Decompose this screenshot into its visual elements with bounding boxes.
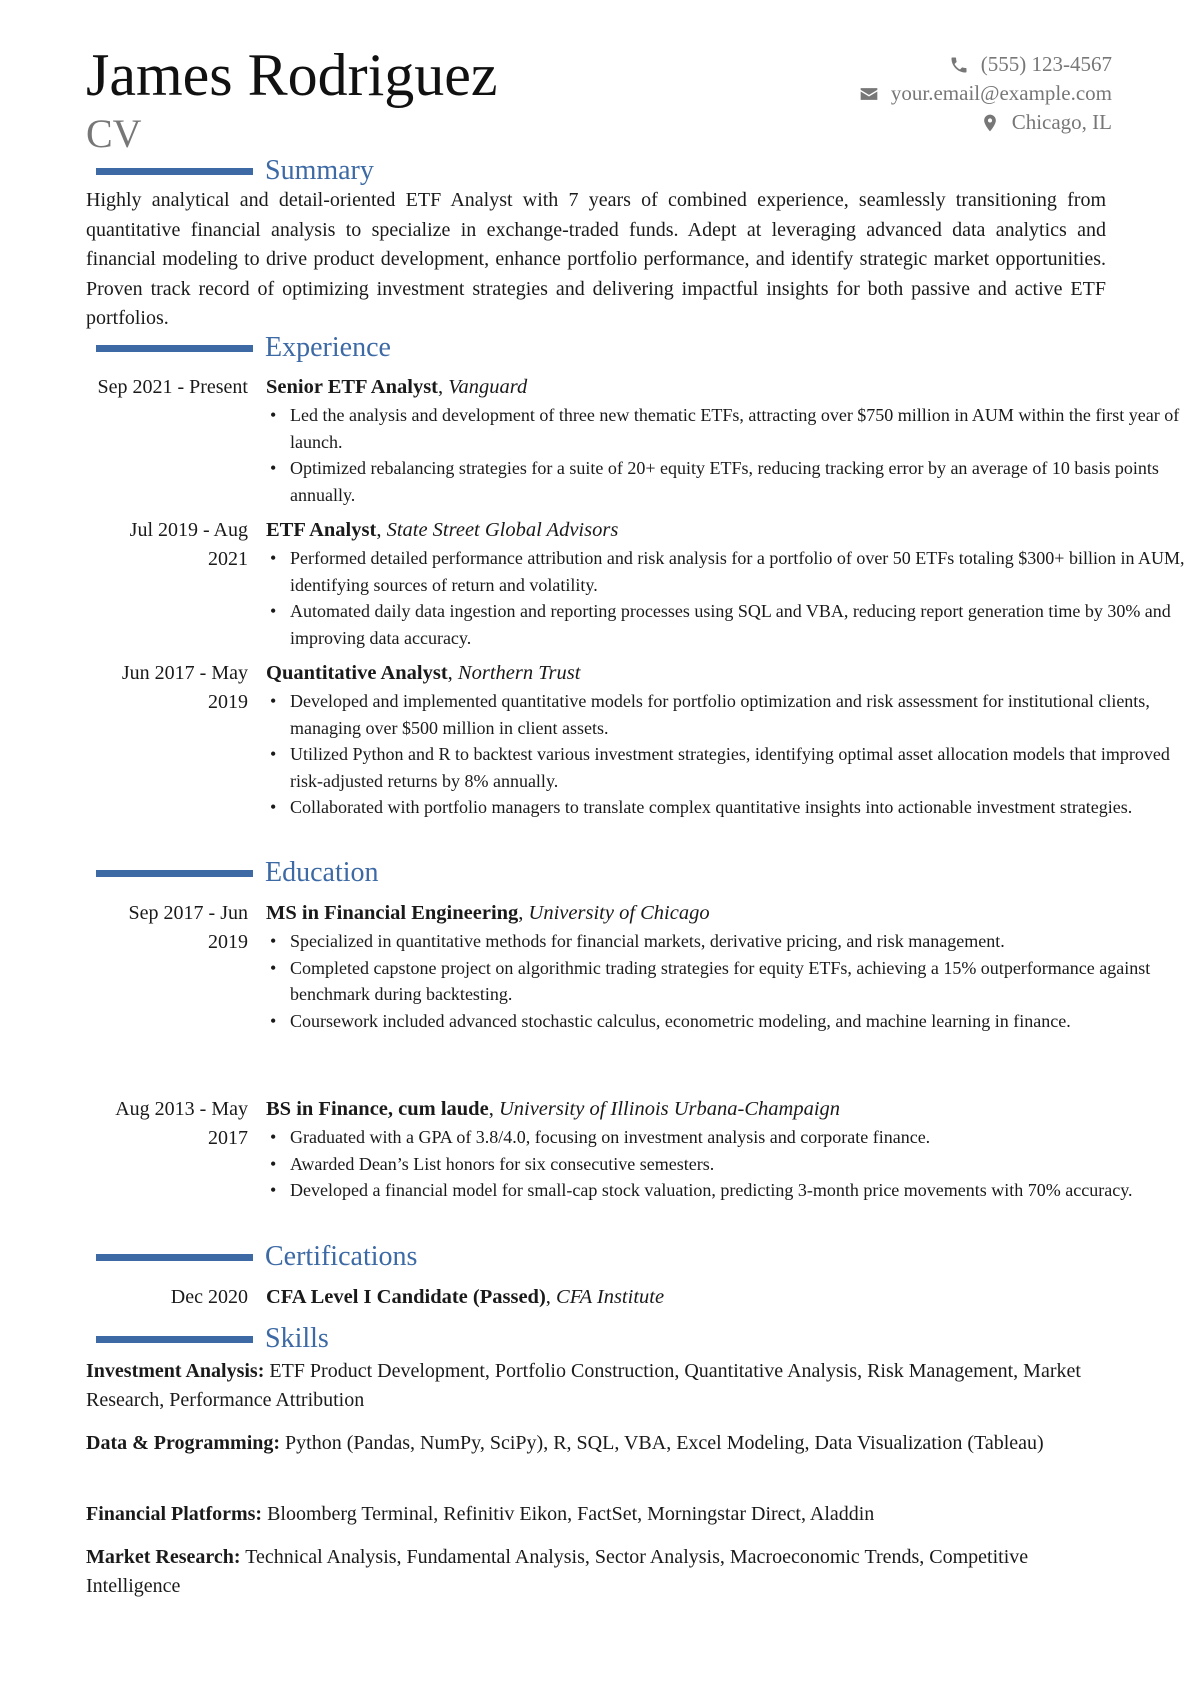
entry-bullet: • Coursework included advanced stochastic calculus, econometric modeling, and machine learning in finance. xyxy=(266,1008,1186,1035)
section-accent-bar xyxy=(96,1254,253,1261)
entry-bullet: • Utilized Python and R to backtest various investment strategies, identifying optimal asset allocation models that improved risk-adjusted returns by 8% annually. xyxy=(266,741,1186,794)
envelope-icon xyxy=(859,84,879,104)
entry-bullet: • Specialized in quantitative methods for financial markets, derivative pricing, and risk management. xyxy=(266,928,1186,955)
section-title-summary: Summary xyxy=(265,155,374,186)
location-text: Chicago, IL xyxy=(1011,110,1112,134)
entry-bullet: • Awarded Dean’s List honors for six consecutive semesters. xyxy=(266,1151,1186,1178)
entry-date: Sep 2017 - Jun 2019 xyxy=(128,902,248,953)
section-accent-bar xyxy=(96,168,253,175)
entry-org: Vanguard xyxy=(448,376,528,398)
skill-row xyxy=(86,1543,1106,1601)
skill-value: Bloomberg Terminal, Refinitiv Eikon, FactSet, Morningstar Direct, Aladdin xyxy=(267,1503,875,1525)
entry-role: MS in Financial Engineering xyxy=(266,902,519,924)
section-accent-bar xyxy=(96,345,253,352)
entry-date: Jul 2019 - Aug 2021 xyxy=(129,519,248,570)
contact-email[interactable] xyxy=(859,79,1112,108)
skill-row xyxy=(86,1429,1106,1458)
section-header-education xyxy=(96,856,379,890)
document-subtitle: CV xyxy=(86,111,142,156)
entry-bullet: • Led the analysis and development of three new thematic ETFs, attracting over $750 million in AUM within the first year of launch. xyxy=(266,402,1186,455)
skill-row xyxy=(86,1500,1106,1529)
entry-bullet: • Completed capstone project on algorithmic trading strategies for equity ETFs, achieving a 15% outperformance against benchmark during backtesting. xyxy=(266,955,1186,1008)
entry-role: BS in Finance, cum laude xyxy=(266,1098,489,1120)
entry-role: ETF Analyst xyxy=(266,519,377,541)
section-title-skills: Skills xyxy=(265,1323,329,1354)
skill-value: Python (Pandas, NumPy, SciPy), R, SQL, VBA, Excel Modeling, Data Visualization (Tableau) xyxy=(285,1432,1044,1454)
entry-org: CFA Institute xyxy=(556,1286,665,1308)
entry-bullet: • Performed detailed performance attribution and risk analysis for a portfolio of over 50 ETFs totaling $300+ billion in AUM, identifying sources of return and volatility. xyxy=(266,545,1186,598)
entry-bullet: • Graduated with a GPA of 3.8/4.0, focusing on investment analysis and corporate finance. xyxy=(266,1124,1186,1151)
skill-row xyxy=(86,1357,1106,1415)
contact-phone[interactable] xyxy=(859,50,1112,79)
entry-org: University of Illinois Urbana-Champaign xyxy=(498,1098,841,1120)
entry-bullet: • Optimized rebalancing strategies for a suite of 20+ equity ETFs, reducing tracking error by an average of 10 basis points annually. xyxy=(266,455,1186,508)
candidate-name: James Rodriguez xyxy=(86,42,498,108)
map-pin-icon xyxy=(980,113,1000,133)
entry-date: Dec 2020 xyxy=(170,1286,248,1308)
entry-bullet: • Developed and implemented quantitative models for portfolio optimization and risk assessment for institutional clients, managing over $500 million in client assets. xyxy=(266,688,1186,741)
skill-label: Financial Platforms: xyxy=(86,1503,263,1525)
section-header-certifications xyxy=(96,1240,417,1274)
section-header-summary xyxy=(96,154,374,188)
entry-role: CFA Level I Candidate (Passed) xyxy=(266,1286,546,1308)
entry-role: Quantitative Analyst xyxy=(266,662,448,684)
entry-bullet: • Developed a financial model for small-cap stock valuation, predicting 3-month price movements with 70% accuracy. xyxy=(266,1177,1186,1204)
skill-label: Market Research: xyxy=(86,1546,241,1568)
entry-bullet: • Automated daily data ingestion and reporting processes using SQL and VBA, reducing report generation time by 30% and improving data accuracy. xyxy=(266,598,1186,651)
section-title-experience: Experience xyxy=(265,332,391,363)
entry-date: Aug 2013 - May 2017 xyxy=(115,1098,248,1149)
summary-text: Highly analytical and detail-oriented ETF Analyst with 7 years of combined experience, seamlessly transitioning from quantitative financial analysis to specialize in exchange-traded funds. Adept at leveraging advanced data analytics and financial modeling to drive product development, enhance portfolio performance, and identify strategic market opportunities. Proven track record of optimizing investment strategies and delivering impactful insights for both passive and active ETF portfolios. xyxy=(86,189,1106,329)
entry-org: Northern Trust xyxy=(457,662,581,684)
email-text: your.email@example.com xyxy=(890,81,1112,105)
contact-location xyxy=(859,108,1112,137)
skill-value: ETF Product Development, Portfolio Construction, Quantitative Analysis, Risk Management, Market Research, Performance Attribution xyxy=(86,1360,1081,1411)
entry-date: Jun 2017 - May 2019 xyxy=(121,662,248,713)
skill-label: Investment Analysis: xyxy=(86,1360,265,1382)
entry-org: University of Chicago xyxy=(528,902,710,924)
entry-role: Senior ETF Analyst xyxy=(266,376,439,398)
section-title-certifications: Certifications xyxy=(265,1241,418,1272)
entry-bullet: • Collaborated with portfolio managers to translate complex quantitative insights into actionable investment strategies. xyxy=(266,794,1186,821)
skill-label: Data & Programming: xyxy=(86,1432,281,1454)
section-header-experience xyxy=(96,331,391,365)
entry-date: Sep 2021 - Present xyxy=(97,376,248,398)
entry-org: State Street Global Advisors xyxy=(386,519,619,541)
phone-text: (555) 123-4567 xyxy=(980,52,1112,76)
cv-page: James Rodriguez CV (555) 123-4567 your.email@example.com Chicago, IL Summary Highly analytical and detail-oriented ETF Analyst with 7 years of combined experience, seamlessly transitioning from quantitative financial analysis to specialize in exchange-traded funds. Adept at leveraging advanced data analytics and financial modeling to drive product development, enhance portfolio performance, and identify strategic market opportunities. Proven track record of optimizing investment strategies and delivering impactful insights for both passive and active ETF portfolios. Experience Sep 2021 - Present Senior ETF Analyst, Vanguard • Led the analysis and development of three new thematic ETFs, attracting over $750 million in AUM within the first year of launch. • Optimized rebalancing strategies for a suite of 20+ equity ETFs, reducing tracking error by an average of 10 basis points annually. Jul 2019 - Aug 2021 ETF Analyst, State Street Global Advisors • Performed detailed performance attribution and risk analysis for a portfolio of over 50 ETFs totaling $300+ billion in AUM, identifying sources of return and volatility. • Automated daily data ingestion and reporting processes using SQL and VBA, reducing report generation time by 30% and improving data accuracy. Jun 2017 - May 2019 Quantitative Analyst, Northern Trust • Developed and implemented quantitative models for portfolio optimization and risk assessment for institutional clients, managing over $500 million in client assets. • Utilized Python and R to backtest various investment strategies, identifying optimal asset allocation models that improved risk-adjusted returns by 8% annually. • Collaborated with portfolio managers to translate complex quantitative insights into actionable investment strategies. Education Sep 2017 - Jun 2019 MS in Financial Engineering, University of Chicago • Specialized in quantitative methods for financial markets, derivative pricing, and risk management. • Completed capstone project on algorithmic trading strategies for equity ETFs, achieving a 15% outperformance against benchmark during backtesting. • Coursework included advanced stochastic calculus, econometric modeling, and machine learning in finance. Aug 2013 - May 2017 BS in Finance, cum laude, University of Illinois Urbana-Champaign • Graduated with a GPA of 3.8/4.0, focusing on investment analysis and corporate finance. • Awarded Dean’s List honors for six consecutive semesters. • Developed a financial model for small-cap stock valuation, predicting 3-month price movements with 70% accuracy. Certifications Dec 2020 CFA Level I Candidate (Passed), CFA Institute Skills Investment Analysis: ETF Product Development, Portfolio Construction, Quantitative Analysis, Risk Management, Market Research, Performance Attribution Data & Programming: Python (Pandas, NumPy, SciPy), R, SQL, VBA, Excel Modeling, Data Visualization (Tableau) Financial Platforms: Bloomberg Terminal, Refinitiv Eikon, FactSet, Morningstar Direct, Aladdin Market Research: Technical Analysis, Fundamental Analysis, Sector Analysis, Macroeconomic Trends, Competitive Intelligence xyxy=(0,0,1190,1683)
section-accent-bar xyxy=(96,870,253,877)
section-header-skills xyxy=(96,1322,329,1356)
phone-icon xyxy=(949,55,969,75)
section-title-education: Education xyxy=(265,857,379,888)
contact-block xyxy=(859,50,1112,137)
skill-value: Technical Analysis, Fundamental Analysis, Sector Analysis, Macroeconomic Trends, Competitive Intelligence xyxy=(86,1546,1029,1597)
section-accent-bar xyxy=(96,1336,253,1343)
